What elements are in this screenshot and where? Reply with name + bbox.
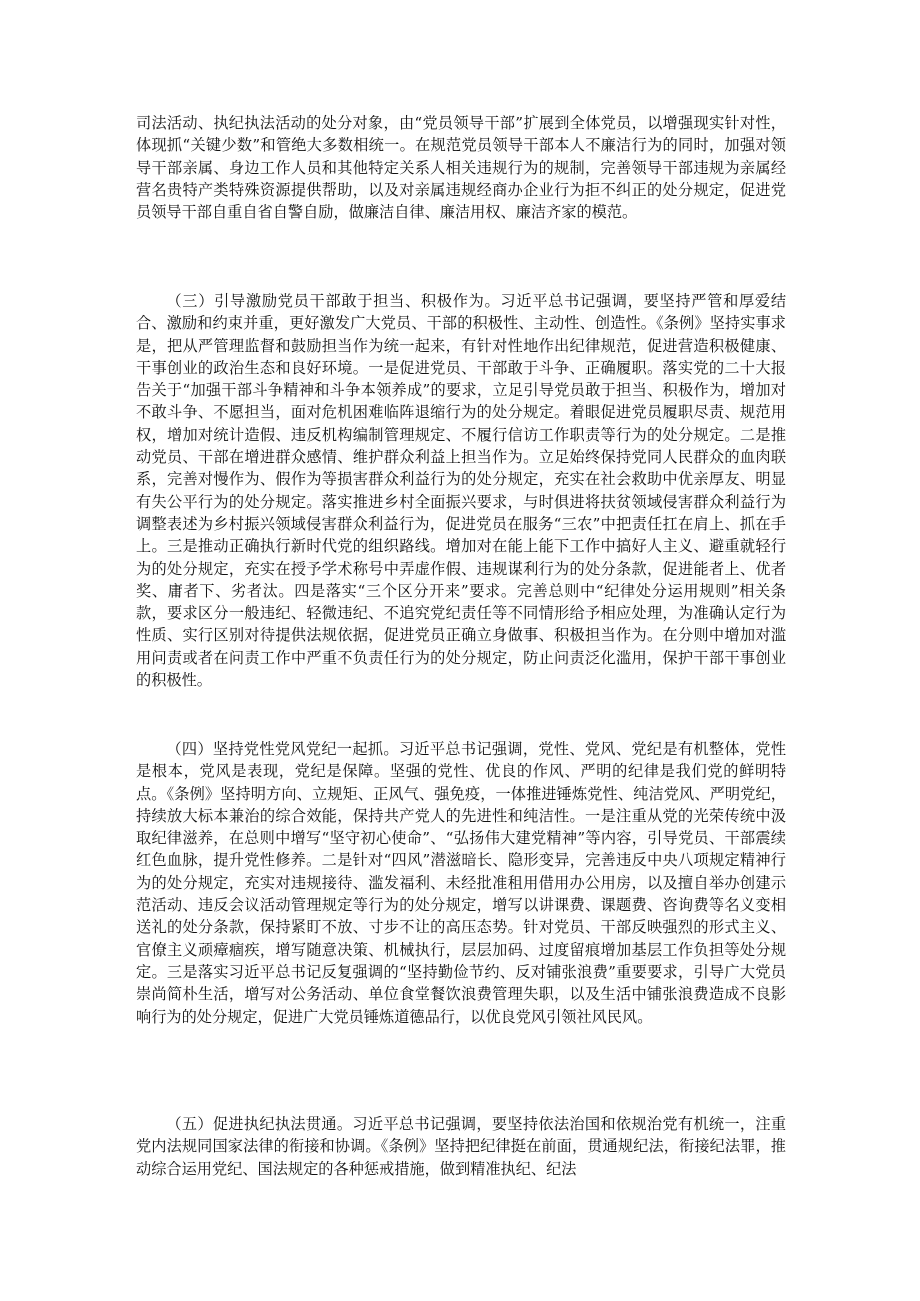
- paragraph-section-5: [136, 1113, 786, 1180]
- paragraph-text: （三）引导激励党员干部敢于担当、积极作为。习近平总书记强调，要坚持严管和厚爱结合、激励和约束并重，更好激发广大党员、干部的积极性、主动性、创造性。《条例》坚持实事求是，把从严管理监督和鼓励担当作为统一起来，有针对性地作出纪律规范，促进营造积极健康、干事创业的政治生态和良好环境。一是促进党员、干部敢于斗争、正确履职。落实党的二十大报告关于“加强干部斗争精神和斗争本领养成”的要求，立足引导党员敢于担当、积极作为，增加对不敢斗争、不愿担当，面对危机困难临阵退缩行为的处分规定。着眼促进党员履职尽责、规范用权，增加对统计造假、违反机构编制管理规定、不履行信访工作职责等行为的处分规定。二是推动党员、干部在增进群众感情、维护群众利益上担当作为。立足始终保持党同人民群众的血肉联系，完善对慢作为、假作为等损害群众利益行为的处分规定，充实在社会救助中优亲厚友、明显有失公平行为的处分规定。落实推进乡村全面振兴要求，与时俱进将扶贫领域侵害群众利益行为调整表述为乡村振兴领域侵害群众利益行为，促进党员在服务“三农”中把责任扛在肩上、抓在手上。三是推动正确执行新时代党的组织路线。增加对在能上能下工作中搞好人主义、避重就轻行为的处分规定，充实在授予学术称号中弄虚作假、违规谋利行为的处分条款，促进能者上、优者奖、庸者下、劣者汰。四是落实“三个区分开来”要求。完善总则中“纪律处分运用规则”相关条款，要求区分一般违纪、轻微违纪、不追究党纪责任等不同情形给予相应处理，为准确认定行为性质、实行区别对待提供法规依据，促进党员正确立身做事、积极担当作为。在分则中增加对滥用问责或者在问责工作中严重不负责任行为的处分规定，防止问责泛化滥用，保护干部干事创业的积极性。: [136, 292, 786, 690]
- paragraph-text: 司法活动、执纪执法活动的处分对象，由“党员领导干部”扩展到全体党员，以增强现实针对性，体现抓“关键少数”和管绝大多数相统一。在规范党员领导干部本人不廉洁行为的同时，加强对领导干部亲属、身边工作人员和其他特定关系人相关违规行为的规制，完善领导干部违规为亲属经营名贵特产类特殊资源提供帮助，以及对亲属违规经商办企业行为拒不纠正的处分规定，促进党员领导干部自重自省自警自励，做廉洁自律、廉洁用权、廉洁齐家的模范。: [136, 114, 786, 222]
- paragraph-text: （四）坚持党性党风党纪一起抓。习近平总书记强调，党性、党风、党纪是有机整体，党性是根本，党风是表现，党纪是保障。坚强的党性、优良的作风、严明的纪律是我们党的鲜明特点。《条例》坚持明方向、立规矩、正风气、强免疫，一体推进锤炼党性、纯洁党风、严明党纪，持续放大标本兼治的综合效能，保持共产党人的先进性和纯洁性。一是注重从党的光荣传统中汲取纪律滋养，在总则中增写“坚守初心使命”、“弘扬伟大建党精神”等内容，引导党员、干部震续红色血脉，提升党性修养。二是针对“四风”潜滋暗长、隐形变异，完善违反中央八项规定精神行为的处分规定，充实对违规接待、滥发福利、未经批准租用借用办公用房，以及擅自举办创建示范活动、违反会议活动管理规定等行为的处分规定，增写以讲课费、课题费、咨询费等名义变相送礼的处分条款，保持紧盯不放、寸步不让的高压态势。针对党员、干部反映强烈的形式主义、官僚主义顽瘴痼疾，增写随意决策、机械执行，层层加码、过度留痕增加基层工作负担等处分规定。三是落实习近平总书记反复强调的“坚持勤俭节约、反对铺张浪费”重要要求，引导广大党员崇尚简朴生活，增写对公务活动、单位食堂餐饮浪费管理失职，以及生活中铺张浪费造成不良影响行为的处分规定，促进广大党员锤炼道德品行，以优良党风引领社风民风。: [136, 740, 786, 1026]
- paragraph-continuation: [136, 112, 786, 223]
- paragraph-text: （五）促进执纪执法贯通。习近平总书记强调，要坚持依法治国和依规治党有机统一，注重党内法规同国家法律的衔接和协调。《条例》坚持把纪律挺在前面，贯通规纪法，衔接纪法罪，推动综合运用党纪、国法规定的各种惩戒措施，做到精准执纪、纪法: [136, 1115, 786, 1178]
- paragraph-section-3: [136, 290, 786, 691]
- paragraph-section-4: [136, 738, 786, 1028]
